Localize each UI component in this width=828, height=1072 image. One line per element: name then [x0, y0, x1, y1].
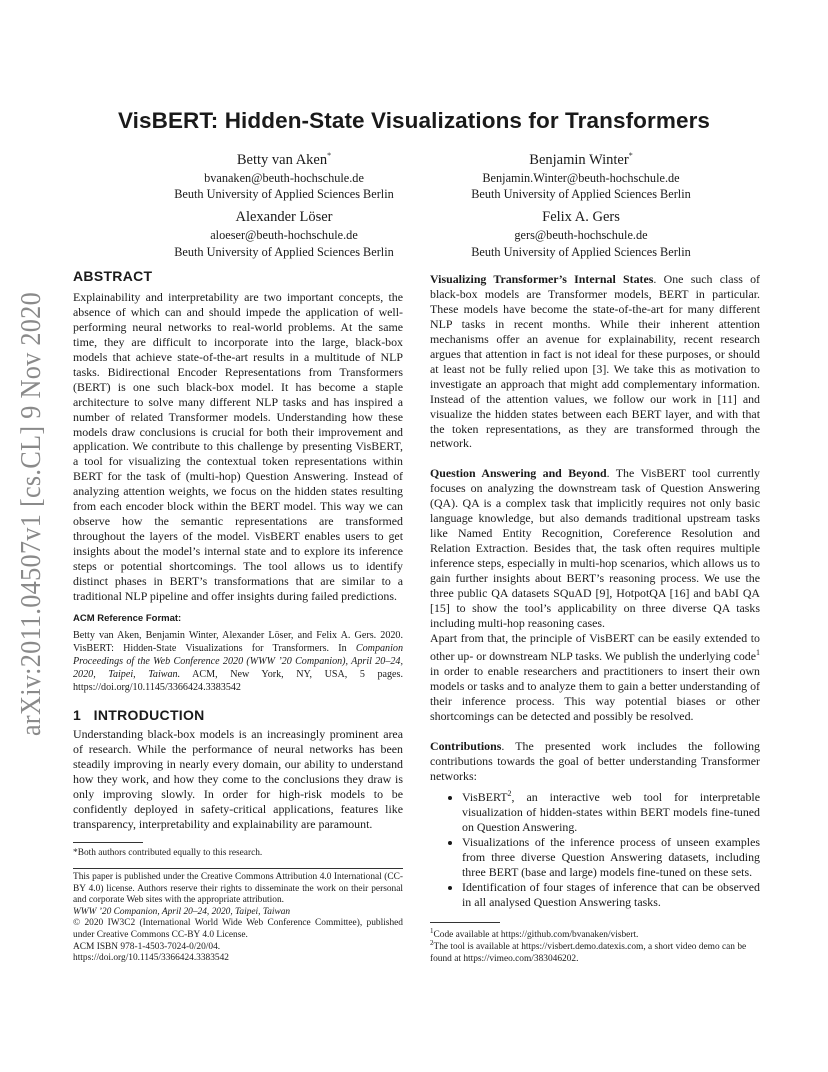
author-affiliation: Beuth University of Applied Sciences Berlin	[471, 187, 691, 202]
license-doi: https://doi.org/10.1145/3366424.3383542	[73, 953, 229, 964]
abstract-heading: ABSTRACT	[73, 268, 153, 284]
arxiv-stamp	[6, 290, 50, 736]
author-affiliation: Beuth University of Applied Sciences Berlin	[174, 244, 394, 259]
list-item: • Visualizations of the inference process of unseen examples from three diverse Question Answering datasets, including three BERT (base and large) models fine-tuned on these sets.	[462, 835, 760, 880]
license-copyright: © 2020 IW3C2 (International World Wide Web Conference Committee), published under Creative Commons CC-BY 4.0 License.	[73, 918, 403, 940]
author-block-4	[431, 208, 731, 260]
author-name: Betty van Aken*	[236, 151, 332, 168]
license-block	[73, 872, 403, 965]
list-item: • VisBERT$^2$, an interactive web tool for interpretable visualization of hidden-states within BERT models fine-tuned on Question Answering.	[462, 787, 760, 835]
license-rule	[73, 868, 403, 869]
abstract-text: Explainability and interpretability are two important concepts, the absence of which can and should impede the application of well-performing neural networks to real-world problems. At the same time, they are difficult to incorporate into the large, black-box models that achieve state-of-the-art results in a multitude of NLP tasks. Bidirectional Encoder Representations from Transformers (BERT) is one such black-box model. It has become a staple architecture to solve many different NLP tasks and has inspired a number of related Transformer models. Understanding how these models draw conclusions is crucial for both their improvement and application. We contribute to this challenge by presenting VisBERT, a tool for visualizing the contextual token representations within BERT for the task of (multi-hop) Question Answering. Instead of analyzing attention weights, we focus on the hidden states resulting from each encoder block within the BERT model. This way we can observe how the semantic representations are transformed throughout the layers of the model. VisBERT enables users to get insights about the model’s internal state and to explore its inference steps or potential shortcomings. The tool allows us to identify distinct phases in BERT’s transformations that are similar to a traditional NLP pipeline and offer insights during failed predictions.	[73, 289, 403, 604]
author-email: gers@beuth-hochschule.de	[514, 228, 648, 242]
paper-title: VisBERT: Hidden-State Visualizations for Transformers	[117, 108, 711, 133]
paragraph-contributions: Contributions. The presented work includes the following contributions towards the goal of better understanding Transformer networks:	[430, 738, 760, 783]
contributions-list	[430, 787, 760, 910]
paragraph-extension: Apart from that, the principle of VisBERT can be easily extended to other up- or downstream NLP tasks. We publish the underlying code$^1$ in order to enable researchers and practitioners to insert their own models or tasks and to analyze them to gain a better understanding of their inference process. This way potential biases or other shortcomings can be detected and possibly be resolved.	[430, 630, 760, 723]
left-column	[73, 269, 403, 832]
author-affiliation: Beuth University of Applied Sciences Berlin	[471, 244, 691, 259]
author-block-3	[134, 208, 434, 260]
author-block-1	[134, 146, 434, 203]
author-name: Benjamin Winter*	[529, 151, 633, 168]
footnote-rule-left	[73, 842, 143, 843]
footnote-equal-contribution: *Both authors contributed equally to this research.	[73, 848, 263, 858]
introduction-heading: 1 INTRODUCTION	[73, 706, 205, 723]
paragraph-visualizing: Visualizing Transformer’s Internal States. One such class of black-box models are Transformer models, BERT in particular. These models have become the state-of-the-art for many different NLP tasks in recent months. While their inherent attention mechanisms offer an avenue for explainability, recent research argues that attention in fact is not ideal for these purposes, or should at least not be fully relied upon [3]. We take this as motivation to investigate an approach that might add complementary information. Instead of the attention values, we follow our work in [11] and visualize the hidden states between each BERT layer, and with that the token representations, as they are transformed through the network.	[430, 272, 760, 451]
author-email: Benjamin.Winter@beuth-hochschule.de	[482, 170, 680, 185]
author-name: Felix A. Gers	[542, 209, 620, 225]
license-text: This paper is published under the Creative Commons Attribution 4.0 International (CC-BY 4.0) license. Authors reserve their rights to disseminate the work on their personal and corporate Web sites with the appropriate attribution.	[73, 872, 403, 906]
footnote-rule-right	[430, 922, 500, 923]
acm-reference-text: Betty van Aken, Benjamin Winter, Alexander Löser, and Felix A. Gers. 2020. VisBERT: Hidden-State Visualizations for Transformers. In Companion Proceedings of the Web Conference 2020 (WWW ’20 Companion), April 20–24, 2020, Taipei, Taiwan. ACM, New York, NY, USA, 5 pages. https://doi.org/10.1145/3366424.3383542	[73, 629, 403, 693]
acm-reference-heading: ACM Reference Format:	[73, 612, 182, 624]
license-conference: WWW ’20 Companion, April 20–24, 2020, Taipei, Taiwan	[73, 906, 291, 917]
paragraph-qa: Question Answering and Beyond. The VisBERT tool currently focuses on analyzing the downstream task of Question Answering (QA). QA is a complex task that implicitly requires not only basic language knowledge, but also demands traditional upstream tasks like Named Entity Recognition, Coreference Resolution and Relation Extraction. Besides that, the task often requires multiple inference steps, especially in multi-hop scenarios, which allows us to gain further insights about BERT’s reasoning process. We use the three public QA datasets SQuAD [9], HotpotQA [16] and bAbI QA [15] to show the tool’s applicability on three diverse QA tasks including multi-hop reasoning cases.	[430, 466, 760, 630]
footnote-code: $^1$Code available at https://github.com/bvanaken/visbert.	[430, 927, 639, 941]
introduction-text: Understanding black-box models is an increasingly prominent area of research. While the performance of neural networks has been steadily improving in nearly every domain, our ability to understand how they work, and how they come to the conclusions they draw is only improving slowly. In order for high-risk models to be confidently deployed in safety-critical applications, features like transparency, interpretability and explainability are paramount.	[73, 726, 403, 831]
footnote-tool: $^2$The tool is available at https://visbert.demo.datexis.com, a short video demo can be found at https://vimeo.com/383046202.	[430, 939, 747, 964]
arxiv-stamp-text: arXiv:2011.04507v1 [cs.CL] 9 Nov 2020	[16, 290, 47, 736]
right-column	[430, 272, 760, 910]
author-email: aloeser@beuth-hochschule.de	[210, 228, 358, 242]
license-isbn: ACM ISBN 978-1-4503-7024-0/20/04.	[73, 941, 221, 952]
author-name: Alexander Löser	[235, 209, 333, 225]
list-item: • Identification of four stages of inference that can be observed in all analysed Question Answering tasks.	[462, 880, 760, 910]
author-email: bvanaken@beuth-hochschule.de	[204, 170, 364, 185]
author-affiliation: Beuth University of Applied Sciences Berlin	[174, 187, 394, 202]
author-block-2	[431, 146, 731, 203]
